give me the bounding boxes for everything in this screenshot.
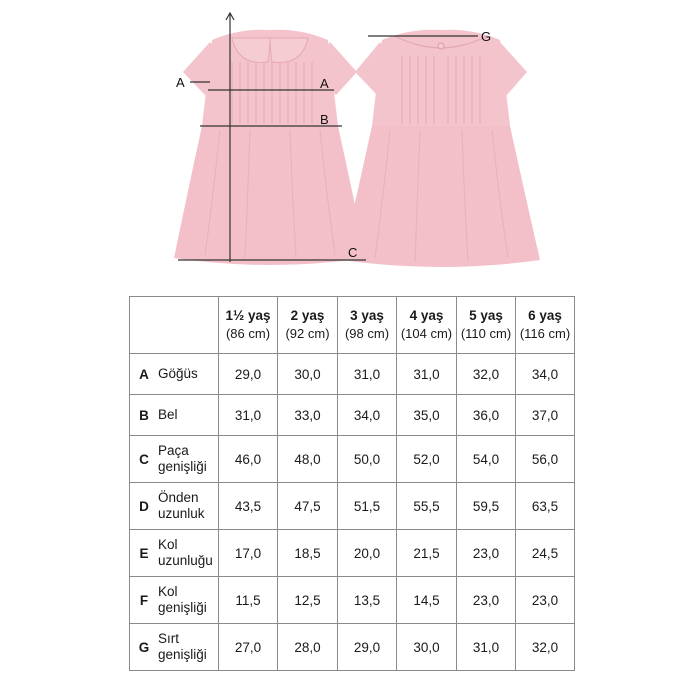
measurement-label-cell — [130, 354, 219, 395]
measurement-name: Bel — [158, 407, 178, 422]
measurement-letter: G — [138, 639, 150, 655]
measurement-label — [130, 530, 218, 576]
header-size — [516, 297, 575, 354]
label-b: B — [320, 112, 329, 127]
table-body — [130, 354, 575, 671]
table-cell: 37,0 — [516, 395, 575, 436]
header-height: (110 cm) — [460, 326, 512, 341]
header-size — [338, 297, 397, 354]
measurement-letter: C — [139, 451, 149, 467]
table-header-row — [130, 297, 575, 354]
measurement-label — [130, 395, 218, 435]
table-cell: 30,0 — [278, 354, 338, 395]
table-cell: 20,0 — [338, 530, 397, 577]
header-height: (116 cm) — [519, 326, 571, 341]
table-cell: 48,0 — [278, 436, 338, 483]
header-size — [278, 297, 338, 354]
table-cell: 13,5 — [338, 577, 397, 624]
header-height: (104 cm) — [400, 326, 453, 341]
table-cell: 24,5 — [516, 530, 575, 577]
table-cell: 31,0 — [397, 354, 457, 395]
measurement-label-cell — [130, 395, 219, 436]
label-a-right: A — [320, 76, 329, 91]
header-height: (92 cm) — [285, 326, 330, 341]
measurement-label — [130, 436, 218, 482]
header-size — [457, 297, 516, 354]
table-cell: 31,0 — [338, 354, 397, 395]
table-cell: 34,0 — [516, 354, 575, 395]
table-cell: 59,5 — [457, 483, 516, 530]
label-a-left: A — [176, 75, 185, 90]
table-cell: 17,0 — [219, 530, 278, 577]
header-age: 4 yaş — [409, 308, 444, 323]
table-cell: 27,0 — [219, 624, 278, 671]
table-cell: 29,0 — [219, 354, 278, 395]
measurement-label-cell — [130, 530, 219, 577]
table-cell: 36,0 — [457, 395, 516, 436]
table-cell: 33,0 — [278, 395, 338, 436]
header-height: (98 cm) — [344, 326, 390, 341]
table-cell: 30,0 — [397, 624, 457, 671]
table-cell: 23,0 — [516, 577, 575, 624]
table-cell: 12,5 — [278, 577, 338, 624]
table-cell: 51,5 — [338, 483, 397, 530]
measurement-name: Kol uzunluğu — [158, 537, 213, 568]
header-age: 3 yaş — [350, 308, 384, 323]
header-age: 2 yaş — [290, 308, 325, 323]
measurement-letter: A — [139, 366, 149, 382]
measurement-name: Paça genişliği — [158, 443, 207, 474]
measurement-label — [130, 577, 218, 623]
table-cell: 50,0 — [338, 436, 397, 483]
table-cell: 21,5 — [397, 530, 457, 577]
measurement-letter: F — [139, 592, 149, 608]
table-cell: 35,0 — [397, 395, 457, 436]
measurement-label-cell — [130, 624, 219, 671]
table-cell: 11,5 — [219, 577, 278, 624]
table-cell: 54,0 — [457, 436, 516, 483]
measurement-letter: D — [139, 498, 149, 514]
table-cell: 46,0 — [219, 436, 278, 483]
table-cell: 32,0 — [457, 354, 516, 395]
measurement-label-cell — [130, 483, 219, 530]
measurement-label-cell — [130, 436, 219, 483]
header-age: 1½ yaş — [225, 308, 271, 323]
table-row — [130, 530, 575, 577]
table-cell: 52,0 — [397, 436, 457, 483]
table-row — [130, 624, 575, 671]
table-row — [130, 577, 575, 624]
dress-back — [342, 30, 540, 267]
table-cell: 32,0 — [516, 624, 575, 671]
header-age: 6 yaş — [528, 308, 562, 323]
measurement-label — [130, 483, 218, 529]
table-cell: 31,0 — [457, 624, 516, 671]
size-chart-table — [129, 296, 575, 671]
table-cell: 18,5 — [278, 530, 338, 577]
dress-illustration — [0, 0, 700, 290]
measurement-letter: E — [139, 545, 149, 561]
table-cell: 29,0 — [338, 624, 397, 671]
measurement-name: Önden uzunluk — [158, 490, 205, 521]
measurement-letter: B — [139, 407, 149, 423]
measurement-name: Kol genişliği — [158, 584, 207, 615]
table-row — [130, 436, 575, 483]
table-cell: 31,0 — [219, 395, 278, 436]
dress-front — [174, 30, 366, 265]
label-c: C — [348, 245, 358, 260]
table-row — [130, 354, 575, 395]
table-row — [130, 395, 575, 436]
label-g: G — [481, 29, 492, 44]
measurement-label — [130, 624, 218, 670]
table-cell: 14,5 — [397, 577, 457, 624]
header-size — [219, 297, 278, 354]
table-cell: 56,0 — [516, 436, 575, 483]
table-cell: 34,0 — [338, 395, 397, 436]
header-empty-cell — [130, 297, 219, 354]
table-cell: 47,5 — [278, 483, 338, 530]
table-cell: 28,0 — [278, 624, 338, 671]
table-cell: 43,5 — [219, 483, 278, 530]
measurement-name: Sırt genişliği — [158, 631, 207, 662]
header-size — [397, 297, 457, 354]
header-height: (86 cm) — [225, 326, 271, 341]
table-cell: 55,5 — [397, 483, 457, 530]
table-cell: 63,5 — [516, 483, 575, 530]
table-cell: 23,0 — [457, 530, 516, 577]
measurement-name: Göğüs — [158, 366, 198, 381]
table-cell: 23,0 — [457, 577, 516, 624]
header-age: 5 yaş — [469, 308, 503, 323]
measurement-label-cell — [130, 577, 219, 624]
measurement-label — [130, 354, 218, 394]
table-row — [130, 483, 575, 530]
